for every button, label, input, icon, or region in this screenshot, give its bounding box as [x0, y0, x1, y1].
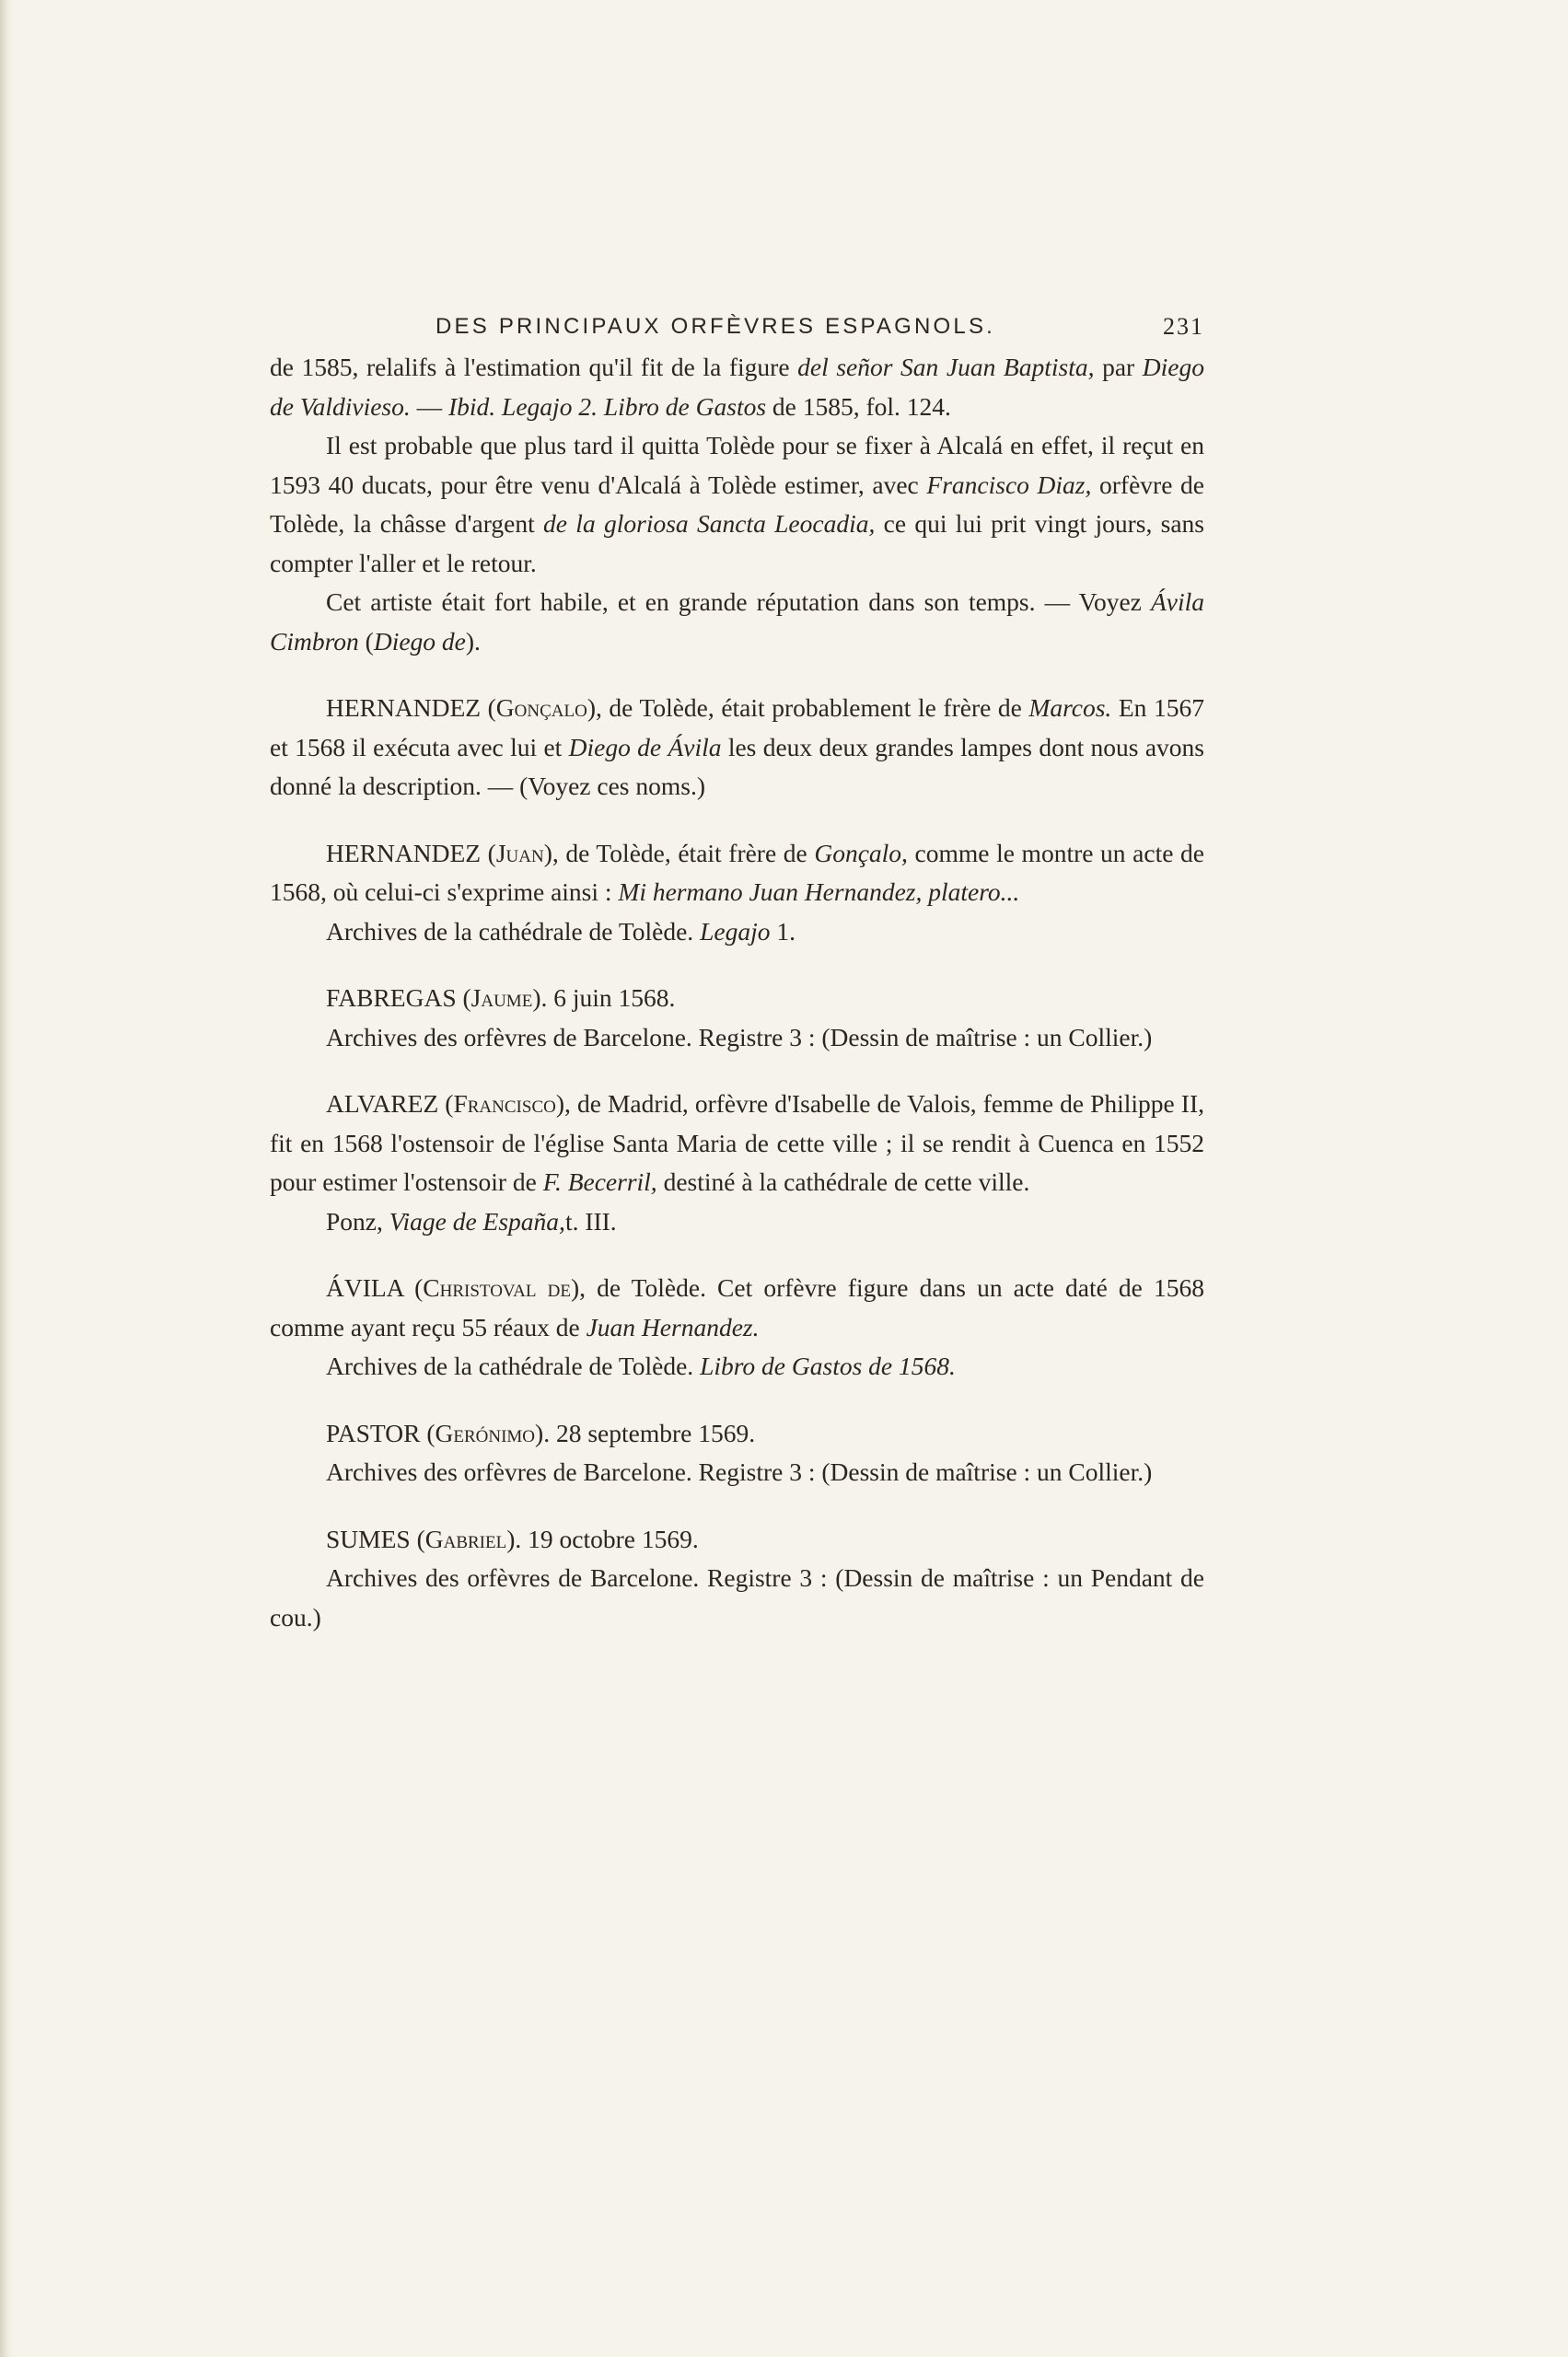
- entry-source: Archives des orfèvres de Barcelone. Registre 3 : (Dessin de maîtrise : un Pendant de cou.): [270, 1563, 1204, 1631]
- intro-paragraph-2: Il est probable que plus tard il quitta Tolède pour se fixer à Alcalá en effet, il reçut en 1593 40 ducats, pour être venu d'Alcalá à Tolède estimer, avec Francisco Diaz, orfèvre de Tolède, la châsse d'argent de la gloriosa Sancta Leocadia, ce qui lui prit vingt jours, sans compter l'aller et le retour.: [270, 431, 1204, 577]
- page-number: 231: [1163, 313, 1204, 340]
- entry-text: HERNANDEZ (Juan), de Tolède, était frère de Gonçalo, comme le montre un acte de 1568, où celui-ci s'exprime ainsi : Mi hermano Juan Hernandez, platero...: [270, 838, 1204, 906]
- entry-source: Archives des orfèvres de Barcelone. Registre 3 : (Dessin de maîtrise : un Collier.): [326, 1022, 1153, 1051]
- book-page: [270, 304, 1204, 1637]
- page-binding-edge: [0, 0, 13, 2357]
- entry-forename: Gonçalo: [495, 693, 587, 722]
- entry-text: FABREGAS (Jaume). 6 juin 1568.: [326, 983, 676, 1012]
- entry-name: SUMES: [326, 1524, 411, 1553]
- entry-source: Archives des orfèvres de Barcelone. Registre 3 : (Dessin de maîtrise : un Collier.): [326, 1457, 1153, 1486]
- entry-name: HERNANDEZ: [326, 693, 482, 722]
- entry-text: PASTOR (Gerónimo). 28 septembre 1569.: [326, 1418, 756, 1447]
- entry-forename: Christoval de: [423, 1273, 571, 1302]
- entry-text: SUMES (Gabriel). 19 octobre 1569.: [326, 1524, 699, 1553]
- entry-name: ÁVILA: [326, 1273, 404, 1302]
- intro-paragraph-1: de 1585, relalifs à l'estimation qu'il fit de la figure del señor San Juan Baptista, par Diego de Valdivieso. — Ibid. Legajo 2. Libro de Gastos de 1585, fol. 124.: [270, 353, 1204, 421]
- page-header: [270, 304, 1204, 344]
- entry-name: FABREGAS: [326, 983, 457, 1012]
- entry-hernandez-goncalo: [270, 689, 1204, 807]
- entry-source: Ponz, Viage de España,t. III.: [326, 1206, 617, 1236]
- entry-name: ALVAREZ: [326, 1089, 439, 1118]
- entry-hernandez-juan: [270, 834, 1204, 952]
- entry-forename: Gerónimo: [435, 1418, 536, 1447]
- entry-text: ALVAREZ (Francisco), de Madrid, orfèvre d'Isabelle de Valois, femme de Philippe II, fit en 1568 l'ostensoir de l'église Santa Maria de cette ville ; il se rendit à Cuenca en 1552 pour estimer l'ostensoir de F. Becerril, destiné à la cathédrale de cette ville.: [270, 1089, 1204, 1196]
- intro-paragraph-3: Cet artiste était fort habile, et en grande réputation dans son temps. — Voyez Ávila Cimbron (Diego de).: [270, 587, 1204, 656]
- entry-text: ÁVILA (Christoval de), de Tolède. Cet orfèvre figure dans un acte daté de 1568 comme ayant reçu 55 réaux de Juan Hernandez.: [270, 1273, 1204, 1341]
- entry-name: HERNANDEZ: [326, 838, 482, 867]
- entry-avila-christoval: [270, 1269, 1204, 1387]
- running-title: DES PRINCIPAUX ORFÈVRES ESPAGNOLS.: [436, 314, 996, 339]
- entry-source: Archives de la cathédrale de Tolède. Legajo 1.: [326, 916, 796, 946]
- entry-pastor: [270, 1414, 1204, 1492]
- entry-alvarez: [270, 1085, 1204, 1241]
- entry-forename: Jaume: [470, 983, 533, 1012]
- entry-forename: Francisco: [453, 1089, 556, 1118]
- entry-fabregas: [270, 979, 1204, 1057]
- entry-text: HERNANDEZ (Gonçalo), de Tolède, était probablement le frère de Marcos. En 1567 et 1568 il exécuta avec lui et Diego de Ávila les deux deux grandes lampes dont nous avons donné la description. — (Voyez ces noms.): [270, 693, 1204, 800]
- entry-source: Archives de la cathédrale de Tolède. Libro de Gastos de 1568.: [326, 1352, 956, 1380]
- entry-sumes: [270, 1520, 1204, 1638]
- entry-forename: Juan: [495, 838, 544, 867]
- entry-forename: Gabriel: [424, 1524, 507, 1553]
- entry-name: PASTOR: [326, 1418, 421, 1447]
